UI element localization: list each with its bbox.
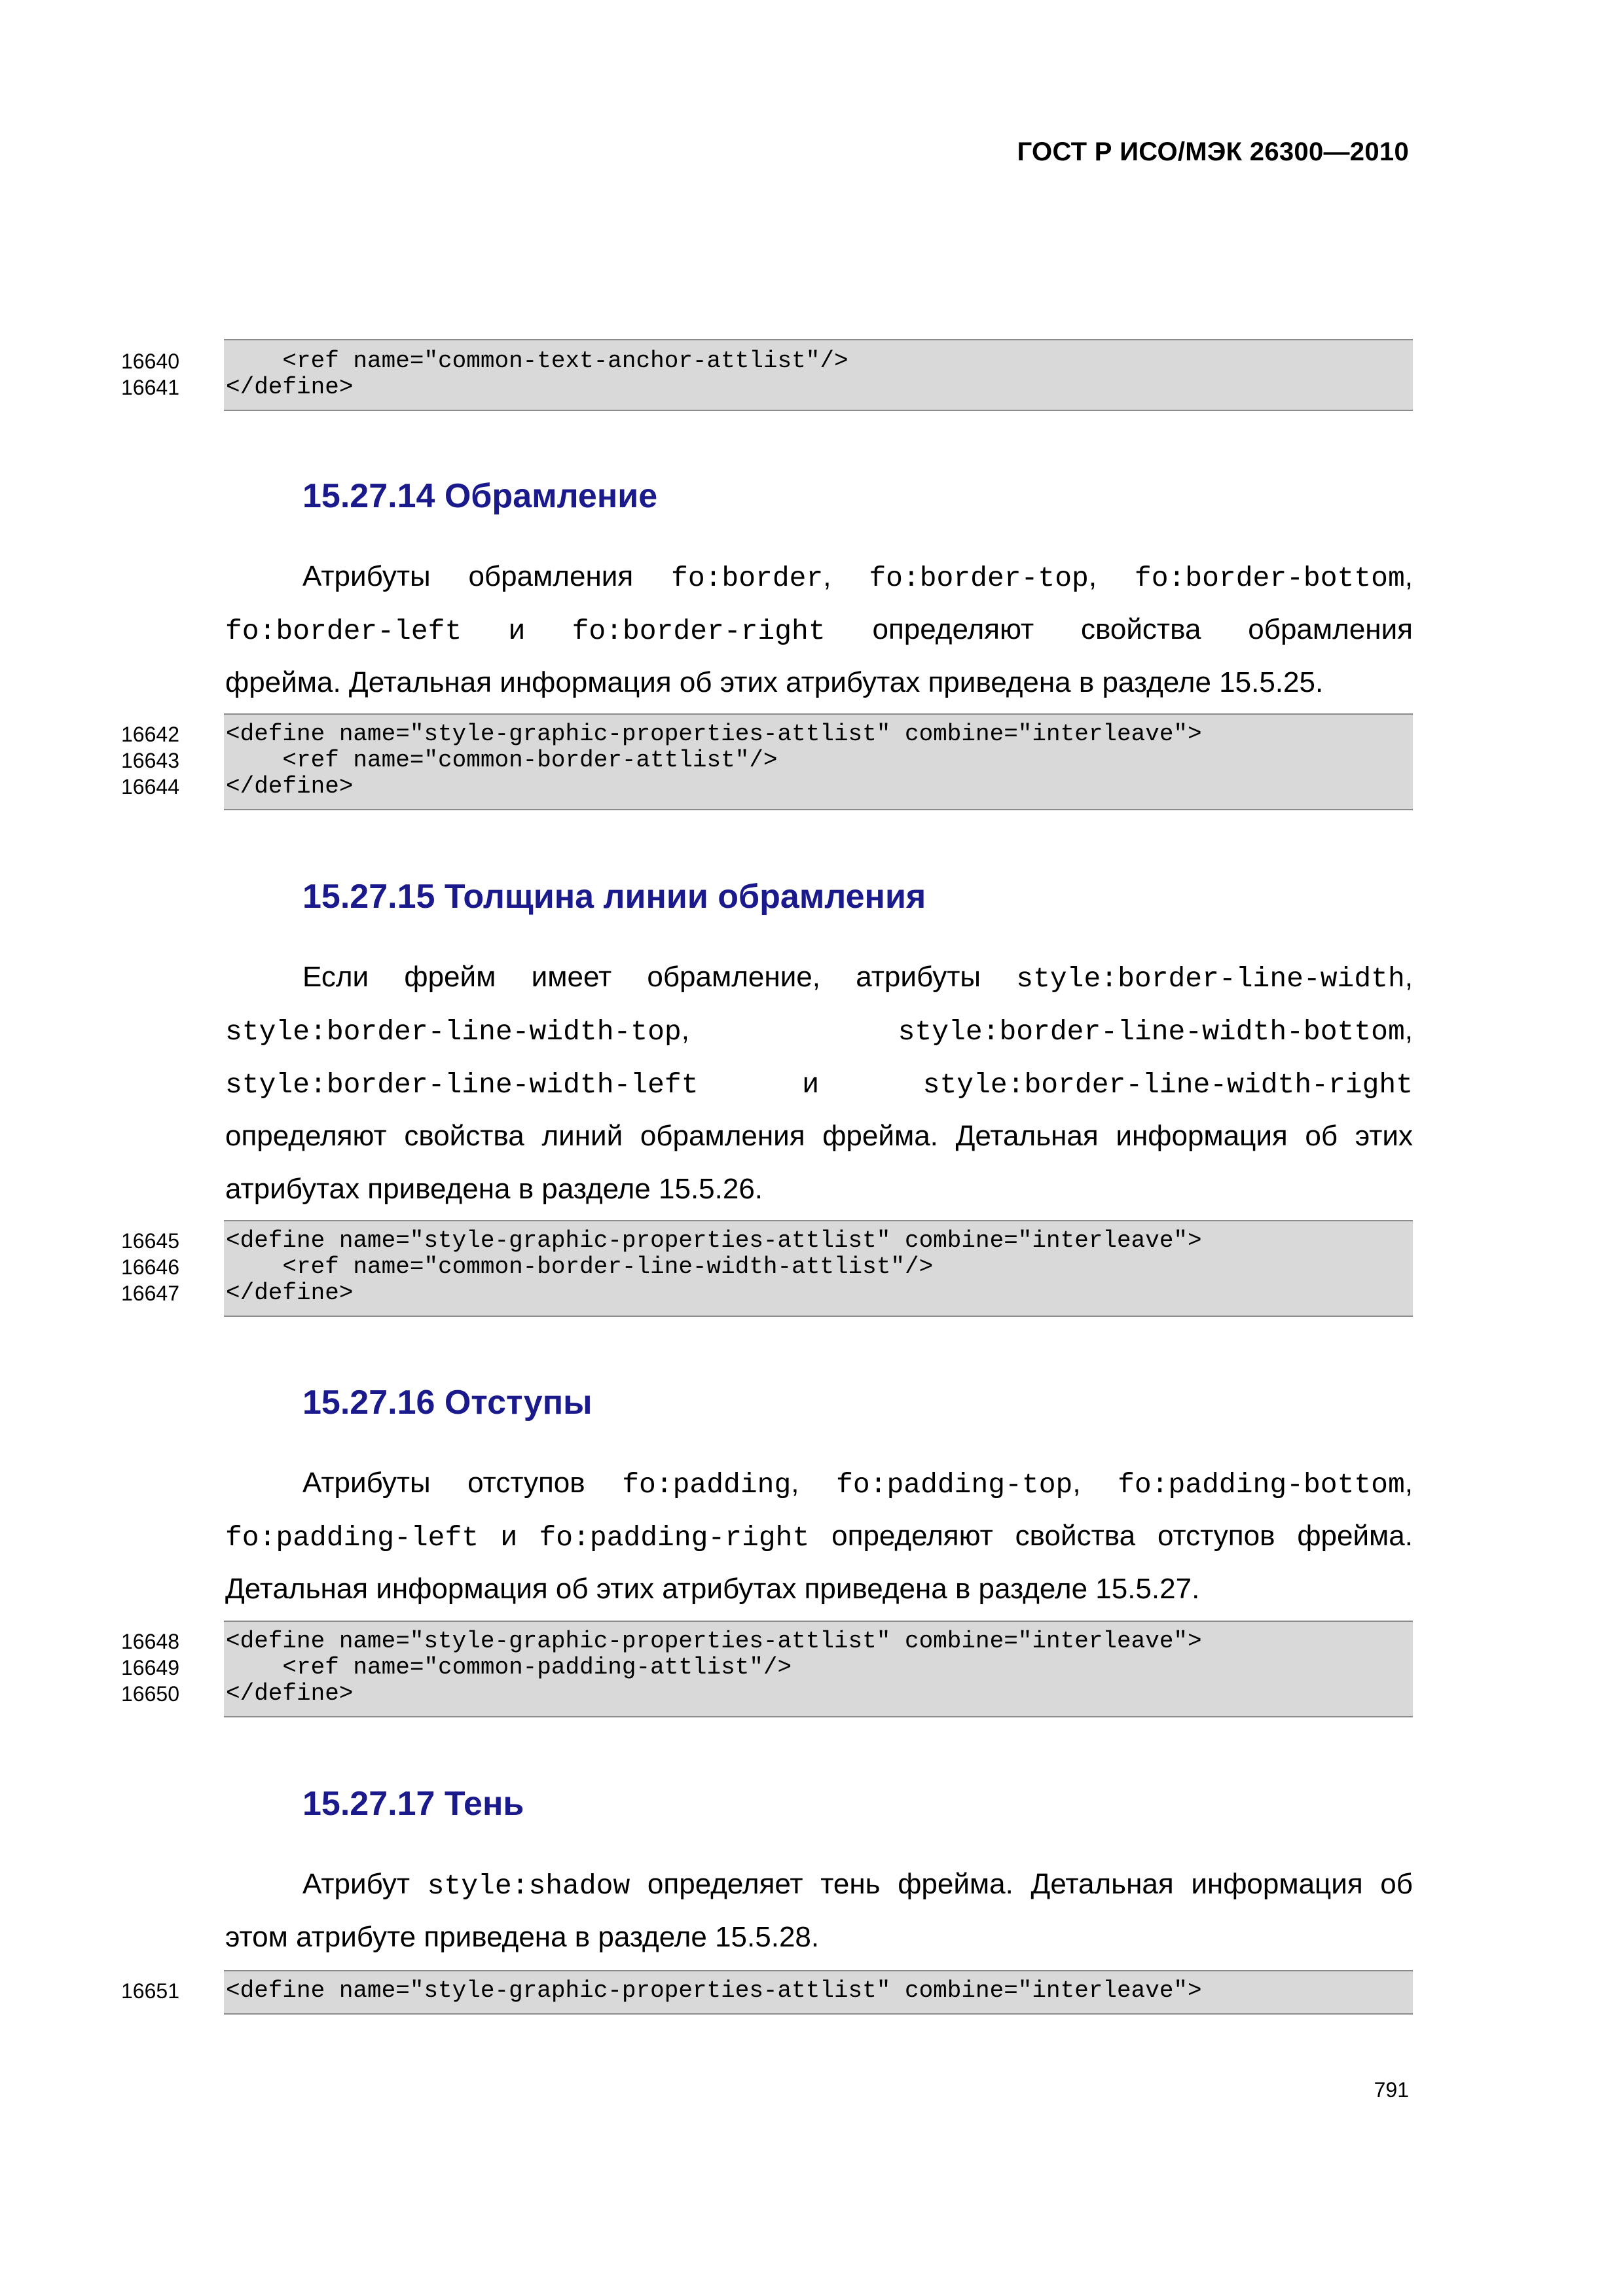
- attribute-name: fo:border-bottom: [1134, 562, 1405, 594]
- code-text: <define name="style-graphic-properties-attlist" combine="interleave">: [226, 721, 1202, 747]
- code-text: <define name="style-graphic-properties-attlist" combine="interleave">: [226, 1628, 1202, 1655]
- paragraph-line: [225, 1003, 1413, 1056]
- code-line: [0, 1228, 1623, 1254]
- section-heading: 15.27.15 Толщина линии обрамления: [302, 878, 926, 916]
- attribute-name: style:border-line-width: [1016, 963, 1405, 995]
- paragraph-text: и: [462, 613, 572, 645]
- line-number: 16641: [121, 376, 179, 399]
- section-heading: 15.27.16 Отступы: [302, 1384, 593, 1422]
- code-text: <ref name="common-border-attlist"/>: [226, 747, 778, 774]
- paragraph-line: [225, 1509, 1413, 1562]
- attribute-name: fo:border-left: [225, 615, 462, 647]
- paragraph-text: ,: [791, 1467, 837, 1499]
- code-line: [0, 747, 1623, 774]
- section-heading: 15.27.17 Тень: [302, 1785, 524, 1823]
- line-number: 16642: [121, 723, 179, 746]
- paragraph-text: определяют свойства отступов фрейма.: [809, 1520, 1413, 1552]
- line-number: 16640: [121, 350, 179, 373]
- paragraph-text: ,: [1072, 1467, 1118, 1499]
- paragraph-text: Атрибуты обрамления: [302, 560, 672, 592]
- line-number: 16644: [121, 775, 179, 798]
- document-header: ГОСТ Р ИСО/МЭК 26300—2010: [1017, 137, 1409, 166]
- attribute-name: fo:border-top: [869, 562, 1089, 594]
- code-line: [0, 774, 1623, 800]
- code-line: [0, 1628, 1623, 1655]
- section-paragraph: [225, 1857, 1413, 1964]
- paragraph-text: Атрибут: [302, 1868, 428, 1900]
- code-line: [0, 1978, 1623, 2004]
- code-text: <define name="style-graphic-properties-attlist" combine="interleave">: [226, 1227, 1202, 1254]
- paragraph-text: ,: [1088, 560, 1135, 592]
- attribute-name: fo:padding: [622, 1469, 792, 1501]
- paragraph-text: ,: [1404, 1467, 1413, 1499]
- attribute-name: fo:border: [671, 562, 824, 594]
- section-paragraph: [225, 950, 1413, 1215]
- code-line: [0, 348, 1623, 374]
- code-line: [0, 1254, 1623, 1280]
- line-number: 16648: [121, 1630, 179, 1653]
- code-text: </define>: [226, 1280, 354, 1306]
- paragraph-line: [225, 1857, 1413, 1910]
- paragraph-line: атрибутах приведена в разделе 15.5.26.: [225, 1173, 763, 1205]
- attribute-name: style:shadow: [427, 1870, 630, 1902]
- paragraph-text: определяет тень фрейма. Детальная информация об: [630, 1868, 1413, 1900]
- paragraph-text: Если фрейм имеет обрамление, атрибуты: [302, 961, 1017, 993]
- paragraph-line: [225, 550, 1413, 603]
- code-text: <define name="style-graphic-properties-attlist" combine="interleave">: [226, 1977, 1202, 2004]
- code-text: <ref name="common-padding-attlist"/>: [226, 1654, 792, 1681]
- code-line: [0, 1681, 1623, 1707]
- line-number: 16647: [121, 1282, 179, 1305]
- code-text: <ref name="common-border-line-width-attlist"/>: [226, 1253, 934, 1280]
- paragraph-text: ,: [1404, 1014, 1413, 1046]
- paragraph-line: фрейма. Детальная информация об этих атрибутах приведена в разделе 15.5.25.: [225, 666, 1324, 698]
- code-text: </define>: [226, 773, 354, 800]
- paragraph-text: и: [479, 1520, 539, 1552]
- attribute-name: style:border-line-width-right: [922, 1069, 1413, 1101]
- code-line: [0, 721, 1623, 747]
- paragraph-text: ,: [1404, 560, 1413, 592]
- paragraph-text: определяют свойства обрамления: [825, 613, 1413, 645]
- code-line: [0, 1655, 1623, 1681]
- attribute-name: fo:border-right: [572, 615, 826, 647]
- section-paragraph: [225, 1456, 1413, 1615]
- attribute-name: fo:padding-left: [225, 1522, 479, 1554]
- attribute-name: style:border-line-width-top: [225, 1016, 682, 1048]
- code-line: [0, 1280, 1623, 1306]
- section-paragraph: [225, 550, 1413, 709]
- attribute-name: fo:padding-bottom: [1118, 1469, 1405, 1501]
- line-number: 16651: [121, 1979, 179, 2003]
- line-number: 16645: [121, 1229, 179, 1253]
- page-number: 791: [1374, 2078, 1409, 2102]
- attribute-name: style:border-line-width-left: [225, 1069, 699, 1101]
- paragraph-line: определяют свойства линий обрамления фрейма. Детальная информация об этих: [225, 1120, 1413, 1152]
- paragraph-line: [225, 603, 1413, 656]
- line-number: 16646: [121, 1255, 179, 1279]
- code-line: [0, 374, 1623, 401]
- attribute-name: fo:padding-top: [836, 1469, 1073, 1501]
- paragraph-text: ,: [823, 560, 869, 592]
- code-text: </define>: [226, 1680, 354, 1707]
- paragraph-text: ,: [681, 1014, 689, 1046]
- paragraph-text: ,: [1404, 961, 1413, 993]
- paragraph-text: и: [802, 1067, 819, 1099]
- code-text: <ref name="common-text-anchor-attlist"/>: [226, 348, 848, 374]
- line-number: 16649: [121, 1656, 179, 1679]
- attribute-name: fo:padding-right: [539, 1522, 810, 1554]
- line-number: 16650: [121, 1682, 179, 1706]
- line-number: 16643: [121, 749, 179, 772]
- paragraph-line: [225, 1456, 1413, 1509]
- paragraph-text: Атрибуты отступов: [302, 1467, 623, 1499]
- code-text: </define>: [226, 374, 354, 401]
- attribute-name: style:border-line-width-bottom: [898, 1016, 1405, 1048]
- paragraph-line: Детальная информация об этих атрибутах приведена в разделе 15.5.27.: [225, 1573, 1200, 1605]
- section-heading: 15.27.14 Обрамление: [302, 477, 658, 515]
- paragraph-line: [225, 1056, 1413, 1109]
- paragraph-line: [225, 950, 1413, 1003]
- paragraph-line: этом атрибуте приведена в разделе 15.5.28.: [225, 1921, 820, 1953]
